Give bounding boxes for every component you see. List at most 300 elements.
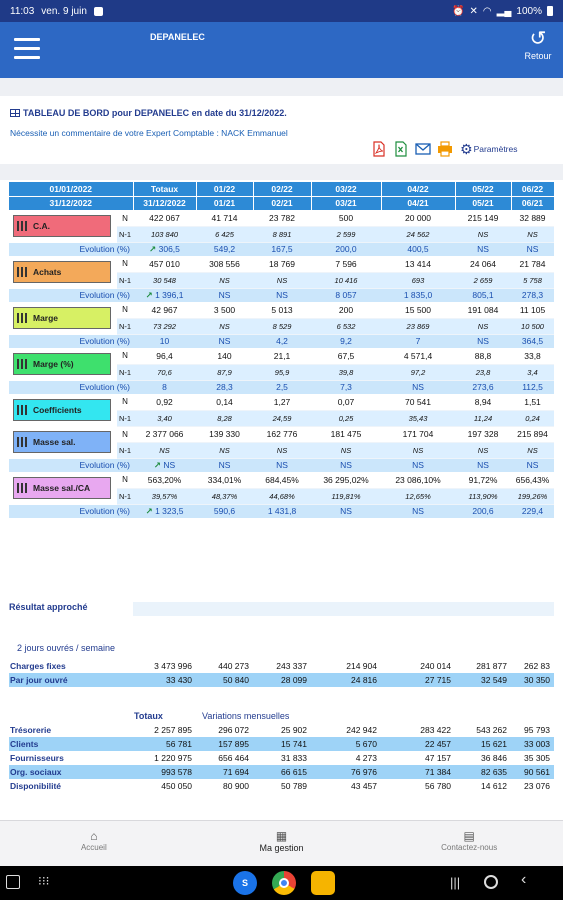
kpi-value-n: 24 064 xyxy=(455,256,511,272)
bottom-navigation xyxy=(0,820,563,866)
kpi-value-n: 139 330 xyxy=(196,426,253,442)
kpi-table xyxy=(9,182,555,518)
kpi-value-n1: NS xyxy=(196,318,253,334)
table-row xyxy=(9,723,554,737)
kpi-value-evolution: 364,5 xyxy=(511,334,554,348)
nav-contact[interactable]: ▤ Contactez-nous xyxy=(375,821,563,866)
row-value: 214 904 xyxy=(311,659,381,673)
status-date: ven. 9 juin xyxy=(41,5,87,17)
kpi-value-n1: 693 xyxy=(381,272,455,288)
kpi-n1-label: N-1 xyxy=(117,364,133,380)
row-value: 157 895 xyxy=(196,737,253,751)
hamburger-menu-icon[interactable] xyxy=(14,38,40,60)
kpi-value-evolution: NS xyxy=(253,288,311,302)
kpi-value-n1: 3,4 xyxy=(511,364,554,380)
pdf-export-icon[interactable] xyxy=(370,140,388,158)
kpi-row-n xyxy=(9,426,554,442)
kpi-value-n1: 48,37% xyxy=(196,488,253,504)
row-value: 283 422 xyxy=(381,723,455,737)
kpi-value-evolution: 1 835,0 xyxy=(381,288,455,302)
kpi-value-n: 3 500 xyxy=(196,302,253,318)
apps-grid-icon[interactable]: ⁝⁝⁝ xyxy=(38,874,50,888)
kpi-value-n1: 44,68% xyxy=(253,488,311,504)
kpi-name: Masse sal. xyxy=(33,437,76,447)
kpi-value-n: 5 013 xyxy=(253,302,311,318)
kpi-label-cell xyxy=(9,256,117,288)
row-value: 47 157 xyxy=(381,751,455,765)
kpi-n-label: N xyxy=(117,472,133,488)
bar-chart-icon xyxy=(17,359,29,369)
kpi-name: Marge (%) xyxy=(33,359,74,369)
main-content[interactable] xyxy=(0,180,563,820)
kpi-value-n: 33,8 xyxy=(511,348,554,364)
kpi-value-n1: 113,90% xyxy=(455,488,511,504)
kpi-value-n1: NS xyxy=(253,442,311,458)
system-navigation-bar xyxy=(0,866,563,900)
kpi-value-n1: NS xyxy=(253,272,311,288)
kpi-value-n1: 2 659 xyxy=(455,272,511,288)
kpi-value-n: 656,43% xyxy=(511,472,554,488)
kpi-value-n1: 199,26% xyxy=(511,488,554,504)
row-value: 4 273 xyxy=(311,751,381,765)
kpi-value-n1: 12,65% xyxy=(381,488,455,504)
kpi-header-cell: 02/21 xyxy=(253,196,311,210)
accessibility-icon[interactable] xyxy=(6,875,20,889)
row-value: 24 816 xyxy=(311,673,381,687)
kpi-value-n1: 6 425 xyxy=(196,226,253,242)
contact-card-icon: ▤ xyxy=(463,829,475,843)
kpi-value-evolution: 167,5 xyxy=(253,242,311,256)
kpi-value-n1: 39,8 xyxy=(311,364,381,380)
row-value: 33 003 xyxy=(511,737,554,751)
kpi-row-n xyxy=(9,210,554,226)
kpi-header-cell: 04/22 xyxy=(381,182,455,196)
kpi-n1-label: N-1 xyxy=(117,272,133,288)
kpi-value-n1: 70,6 xyxy=(133,364,196,380)
row-value: 5 670 xyxy=(311,737,381,751)
kpi-name: Marge xyxy=(33,313,59,323)
kpi-value-n: 13 414 xyxy=(381,256,455,272)
row-value: 76 976 xyxy=(311,765,381,779)
kpi-row-n xyxy=(9,302,554,318)
swap-icon xyxy=(17,405,29,415)
home-button-icon[interactable] xyxy=(484,875,498,889)
kpi-header-cell: 03/22 xyxy=(311,182,381,196)
kpi-value-n1: 10 500 xyxy=(511,318,554,334)
kpi-chip[interactable] xyxy=(13,261,111,283)
kpi-header-cell: 02/22 xyxy=(253,182,311,196)
kpi-value-n: 96,4 xyxy=(133,348,196,364)
kpi-n1-label: N-1 xyxy=(117,226,133,242)
kpi-label-cell xyxy=(9,302,117,334)
kpi-value-evolution: 9,2 xyxy=(311,334,381,348)
kpi-value-evolution: 28,3 xyxy=(196,380,253,394)
kpi-value-n: 91,72% xyxy=(455,472,511,488)
kpi-value-n1: 6 532 xyxy=(311,318,381,334)
mute-icon: ✕ xyxy=(469,5,478,17)
print-icon[interactable] xyxy=(436,140,454,158)
kpi-value-evolution: NS xyxy=(381,504,455,518)
kpi-n-label: N xyxy=(117,256,133,272)
row-value: 15 741 xyxy=(253,737,311,751)
row-value: 32 549 xyxy=(455,673,511,687)
table-row xyxy=(9,751,554,765)
kpi-value-n1: 87,9 xyxy=(196,364,253,380)
row-value: 56 781 xyxy=(117,737,196,751)
kpi-header-cell: 06/21 xyxy=(511,196,554,210)
row-value: 14 612 xyxy=(455,779,511,793)
row-value: 243 337 xyxy=(253,659,311,673)
kpi-row-n xyxy=(9,394,554,410)
kpi-value-n: 32 889 xyxy=(511,210,554,226)
row-value: 296 072 xyxy=(196,723,253,737)
kpi-value-evolution: 400,5 xyxy=(381,242,455,256)
kpi-row-evolution xyxy=(9,380,554,394)
kpi-chip[interactable] xyxy=(13,431,111,453)
line-chart-icon xyxy=(17,221,29,231)
kpi-value-evolution: ↗ NS xyxy=(133,458,196,472)
kpi-value-n1: 73 292 xyxy=(133,318,196,334)
kpi-value-n: 181 475 xyxy=(311,426,381,442)
row-label: Charges fixes xyxy=(9,659,117,673)
table-row xyxy=(9,765,554,779)
row-value: 450 050 xyxy=(117,779,196,793)
row-value: 15 621 xyxy=(455,737,511,751)
battery-icon xyxy=(547,6,553,16)
spacer xyxy=(0,164,563,180)
back-button[interactable] xyxy=(521,28,555,61)
kpi-value-n1: NS xyxy=(311,442,381,458)
row-value: 440 273 xyxy=(196,659,253,673)
kpi-value-evolution: NS xyxy=(511,242,554,256)
kpi-value-evolution: 200,0 xyxy=(311,242,381,256)
row-label: Disponibilité xyxy=(9,779,117,793)
kpi-value-n1: 23,8 xyxy=(455,364,511,380)
kpi-value-n: 191 084 xyxy=(455,302,511,318)
kpi-n-label: N xyxy=(117,394,133,410)
row-value: 543 262 xyxy=(455,723,511,737)
kpi-value-n1: 24 562 xyxy=(381,226,455,242)
kpi-value-n: 171 704 xyxy=(381,426,455,442)
row-value: 50 840 xyxy=(196,673,253,687)
row-value: 656 464 xyxy=(196,751,253,765)
variations-label: Variations mensuelles xyxy=(202,711,290,721)
kpi-n-label: N xyxy=(117,426,133,442)
users-icon xyxy=(17,437,29,447)
recents-icon[interactable]: ||| xyxy=(450,875,461,890)
back-label: Retour xyxy=(524,51,552,61)
kpi-value-evolution: NS xyxy=(455,334,511,348)
kpi-header-cell: 03/21 xyxy=(311,196,381,210)
row-value: 25 902 xyxy=(253,723,311,737)
kpi-value-n1: NS xyxy=(511,442,554,458)
user-icon xyxy=(17,483,29,493)
kpi-value-n1: NS xyxy=(455,442,511,458)
kpi-value-evolution: 590,6 xyxy=(196,504,253,518)
totals-label: Totaux xyxy=(134,711,163,721)
accountant-comment: Nécessite un commentaire de votre Expert Comptable : NACK Emmanuel xyxy=(10,128,288,138)
kpi-value-evolution: 112,5 xyxy=(511,380,554,394)
nav-home[interactable]: ⌂ Accueil xyxy=(0,821,188,866)
kpi-value-n: 500 xyxy=(311,210,381,226)
app-bar xyxy=(0,22,563,78)
kpi-header-cell: Totaux xyxy=(133,182,196,196)
kpi-value-n1: 97,2 xyxy=(381,364,455,380)
kpi-label-cell xyxy=(9,348,117,380)
notification-icon xyxy=(94,7,103,16)
workdays-label: 2 jours ouvrés / semaine xyxy=(17,643,116,653)
kpi-chip[interactable] xyxy=(13,399,111,421)
kpi-row-n xyxy=(9,256,554,272)
kpi-value-evolution: 7 xyxy=(381,334,455,348)
kpi-value-n1: 0,25 xyxy=(311,410,381,426)
kpi-value-evolution: NS xyxy=(253,458,311,472)
kpi-row-evolution xyxy=(9,334,554,348)
kpi-header-cell: 05/21 xyxy=(455,196,511,210)
status-bar xyxy=(0,0,563,22)
kpi-value-evolution: NS xyxy=(381,458,455,472)
kpi-value-n: 21,1 xyxy=(253,348,311,364)
kpi-value-n1: 3,40 xyxy=(133,410,196,426)
kpi-value-evolution: 8 057 xyxy=(311,288,381,302)
treasury-table xyxy=(9,723,554,793)
kpi-value-n1: 39,57% xyxy=(133,488,196,504)
kpi-value-n1: NS xyxy=(381,442,455,458)
kpi-value-n1: 35,43 xyxy=(381,410,455,426)
kpi-row-evolution xyxy=(9,458,554,472)
kpi-value-n: 70 541 xyxy=(381,394,455,410)
kpi-value-n: 88,8 xyxy=(455,348,511,364)
row-value: 30 350 xyxy=(511,673,554,687)
row-value: 993 578 xyxy=(117,765,196,779)
kpi-value-evolution: NS xyxy=(311,458,381,472)
evolution-label: Evolution (%) xyxy=(9,458,133,472)
kpi-value-n: 15 500 xyxy=(381,302,455,318)
parameters-button[interactable]: ⚙ Paramètres xyxy=(460,140,518,157)
kpi-value-evolution: NS xyxy=(196,458,253,472)
kpi-value-evolution: 805,1 xyxy=(455,288,511,302)
evolution-label: Evolution (%) xyxy=(9,380,133,394)
kpi-header-cell: 31/12/2022 xyxy=(133,196,196,210)
kpi-value-n: 4 571,4 xyxy=(381,348,455,364)
kpi-value-evolution: 8 xyxy=(133,380,196,394)
kpi-chip[interactable] xyxy=(13,307,111,329)
kpi-value-n: 308 556 xyxy=(196,256,253,272)
kpi-name: C.A. xyxy=(33,221,50,232)
bar-chart-icon xyxy=(17,313,29,323)
row-value: 80 900 xyxy=(196,779,253,793)
kpi-header-row xyxy=(9,196,554,210)
kpi-chip[interactable] xyxy=(13,477,111,499)
kpi-value-n: 36 295,02% xyxy=(311,472,381,488)
row-value: 71 384 xyxy=(381,765,455,779)
kpi-chip[interactable] xyxy=(13,353,111,375)
app-title: DEPANELEC xyxy=(150,32,205,42)
kpi-value-n: 1,27 xyxy=(253,394,311,410)
kpi-value-n: 2 377 066 xyxy=(133,426,196,442)
kpi-n-label: N xyxy=(117,348,133,364)
kpi-value-n1: 24,59 xyxy=(253,410,311,426)
kpi-value-n: 0,92 xyxy=(133,394,196,410)
kpi-value-n1: NS xyxy=(455,318,511,334)
kpi-value-evolution: ↗ 1 396,1 xyxy=(133,288,196,302)
files-app-icon[interactable] xyxy=(311,871,335,895)
kpi-value-n: 11 105 xyxy=(511,302,554,318)
kpi-value-n1: 8,28 xyxy=(196,410,253,426)
kpi-header-cell: 06/22 xyxy=(511,182,554,196)
kpi-value-n: 1,51 xyxy=(511,394,554,410)
kpi-value-n: 140 xyxy=(196,348,253,364)
kpi-name: Masse sal./CA xyxy=(33,483,91,493)
row-value: 66 615 xyxy=(253,765,311,779)
kpi-value-evolution: 7,3 xyxy=(311,380,381,394)
row-value: 43 457 xyxy=(311,779,381,793)
wifi-icon: ◠ xyxy=(482,5,492,17)
row-value: 95 793 xyxy=(511,723,554,737)
dashboard-header xyxy=(0,96,563,164)
chrome-app-icon[interactable] xyxy=(272,871,296,895)
briefcase-icon xyxy=(17,267,29,277)
row-value: 90 561 xyxy=(511,765,554,779)
row-value: 281 877 xyxy=(455,659,511,673)
kpi-value-n: 7 596 xyxy=(311,256,381,272)
excel-export-icon[interactable] xyxy=(392,140,410,158)
kpi-row-evolution xyxy=(9,242,554,256)
kpi-n1-label: N-1 xyxy=(117,318,133,334)
row-value: 71 694 xyxy=(196,765,253,779)
battery-level: 100% xyxy=(516,5,542,17)
row-value: 262 83 xyxy=(511,659,554,673)
row-value: 3 473 996 xyxy=(117,659,196,673)
kpi-value-n1: 10 416 xyxy=(311,272,381,288)
kpi-value-evolution: NS xyxy=(511,458,554,472)
kpi-value-n: 18 769 xyxy=(253,256,311,272)
kpi-row-evolution xyxy=(9,504,554,518)
charges-table xyxy=(9,659,554,687)
evolution-label: Evolution (%) xyxy=(9,242,133,256)
kpi-value-evolution: NS xyxy=(455,242,511,256)
row-value: 28 099 xyxy=(253,673,311,687)
kpi-value-n: 67,5 xyxy=(311,348,381,364)
row-label: Clients xyxy=(9,737,117,751)
kpi-value-n: 42 967 xyxy=(133,302,196,318)
email-icon[interactable] xyxy=(414,140,432,158)
kpi-value-evolution: 229,4 xyxy=(511,504,554,518)
row-value: 240 014 xyxy=(381,659,455,673)
dashboard-title: TABLEAU DE BORD pour DEPANELEC en date du 31/12/2022. xyxy=(10,108,287,118)
kpi-value-evolution: 273,6 xyxy=(455,380,511,394)
kpi-value-n: 457 010 xyxy=(133,256,196,272)
row-label: Par jour ouvré xyxy=(9,673,117,687)
kpi-label-cell xyxy=(9,472,117,504)
row-value: 1 220 975 xyxy=(117,751,196,765)
row-value: 33 430 xyxy=(117,673,196,687)
kpi-n1-label: N-1 xyxy=(117,488,133,504)
row-label: Org. sociaux xyxy=(9,765,117,779)
kpi-value-n: 20 000 xyxy=(381,210,455,226)
undo-icon: ↺ xyxy=(529,28,547,50)
kpi-n1-label: N-1 xyxy=(117,410,133,426)
trend-up-icon: ↗ xyxy=(145,505,156,516)
kpi-value-n1: 8 529 xyxy=(253,318,311,334)
evolution-label: Evolution (%) xyxy=(9,504,133,518)
kpi-value-n: 197 328 xyxy=(455,426,511,442)
kpi-name: Coefficients xyxy=(33,405,82,415)
kpi-value-evolution: 200,6 xyxy=(455,504,511,518)
kpi-value-n1: NS xyxy=(196,272,253,288)
row-value: 82 635 xyxy=(455,765,511,779)
kpi-value-evolution: ↗ 1 323,5 xyxy=(133,504,196,518)
kpi-value-n: 23 782 xyxy=(253,210,311,226)
kpi-row-evolution xyxy=(9,288,554,302)
kpi-value-n: 8,94 xyxy=(455,394,511,410)
kpi-value-n: 41 714 xyxy=(196,210,253,226)
trend-up-icon: ↗ xyxy=(145,289,156,300)
kpi-value-n1: NS xyxy=(133,442,196,458)
kpi-value-n: 422 067 xyxy=(133,210,196,226)
kpi-value-evolution: NS xyxy=(196,334,253,348)
kpi-value-n1: 2 599 xyxy=(311,226,381,242)
kpi-value-n: 684,45% xyxy=(253,472,311,488)
table-row xyxy=(9,779,554,793)
kpi-value-n1: 0,24 xyxy=(511,410,554,426)
kpi-header-row xyxy=(9,182,554,196)
kpi-value-n: 162 776 xyxy=(253,426,311,442)
row-value: 242 942 xyxy=(311,723,381,737)
row-value: 50 789 xyxy=(253,779,311,793)
kpi-n1-label: N-1 xyxy=(117,442,133,458)
row-value: 36 846 xyxy=(455,751,511,765)
kpi-value-evolution: NS xyxy=(196,288,253,302)
nav-ma-gestion[interactable]: ▦ Ma gestion xyxy=(188,821,376,866)
row-value: 35 305 xyxy=(511,751,554,765)
kpi-label-cell xyxy=(9,210,117,242)
kpi-value-n: 563,20% xyxy=(133,472,196,488)
trend-up-icon: ↗ xyxy=(153,459,164,470)
kpi-header-cell: 01/21 xyxy=(196,196,253,210)
evolution-label: Evolution (%) xyxy=(9,288,133,302)
kpi-value-evolution: 2,5 xyxy=(253,380,311,394)
kpi-value-evolution: 1 431,8 xyxy=(253,504,311,518)
kpi-value-evolution: 549,2 xyxy=(196,242,253,256)
kpi-value-evolution: NS xyxy=(311,504,381,518)
row-value: 31 833 xyxy=(253,751,311,765)
calculator-icon: ▦ xyxy=(275,829,288,843)
kpi-value-evolution: ↗ 306,5 xyxy=(133,242,196,256)
skype-app-icon[interactable]: S xyxy=(233,871,257,895)
kpi-header-cell: 04/21 xyxy=(381,196,455,210)
table-row xyxy=(9,673,554,687)
status-time: 11:03 xyxy=(10,5,35,17)
kpi-value-evolution: 10 xyxy=(133,334,196,348)
kpi-chip[interactable] xyxy=(13,215,111,237)
table-icon xyxy=(10,109,20,117)
kpi-n-label: N xyxy=(117,302,133,318)
resultat-band xyxy=(133,602,554,616)
kpi-value-n1: 11,24 xyxy=(455,410,511,426)
kpi-value-n1: NS xyxy=(196,442,253,458)
kpi-value-n: 23 086,10% xyxy=(381,472,455,488)
row-value: 56 780 xyxy=(381,779,455,793)
kpi-label-cell xyxy=(9,426,117,458)
kpi-value-n1: 119,81% xyxy=(311,488,381,504)
back-nav-icon[interactable]: ‹ xyxy=(521,871,527,888)
home-icon: ⌂ xyxy=(90,829,98,843)
kpi-value-n1: NS xyxy=(511,226,554,242)
toolbar xyxy=(370,140,518,158)
kpi-header-cell: 31/12/2022 xyxy=(9,196,133,210)
row-label: Trésorerie xyxy=(9,723,117,737)
